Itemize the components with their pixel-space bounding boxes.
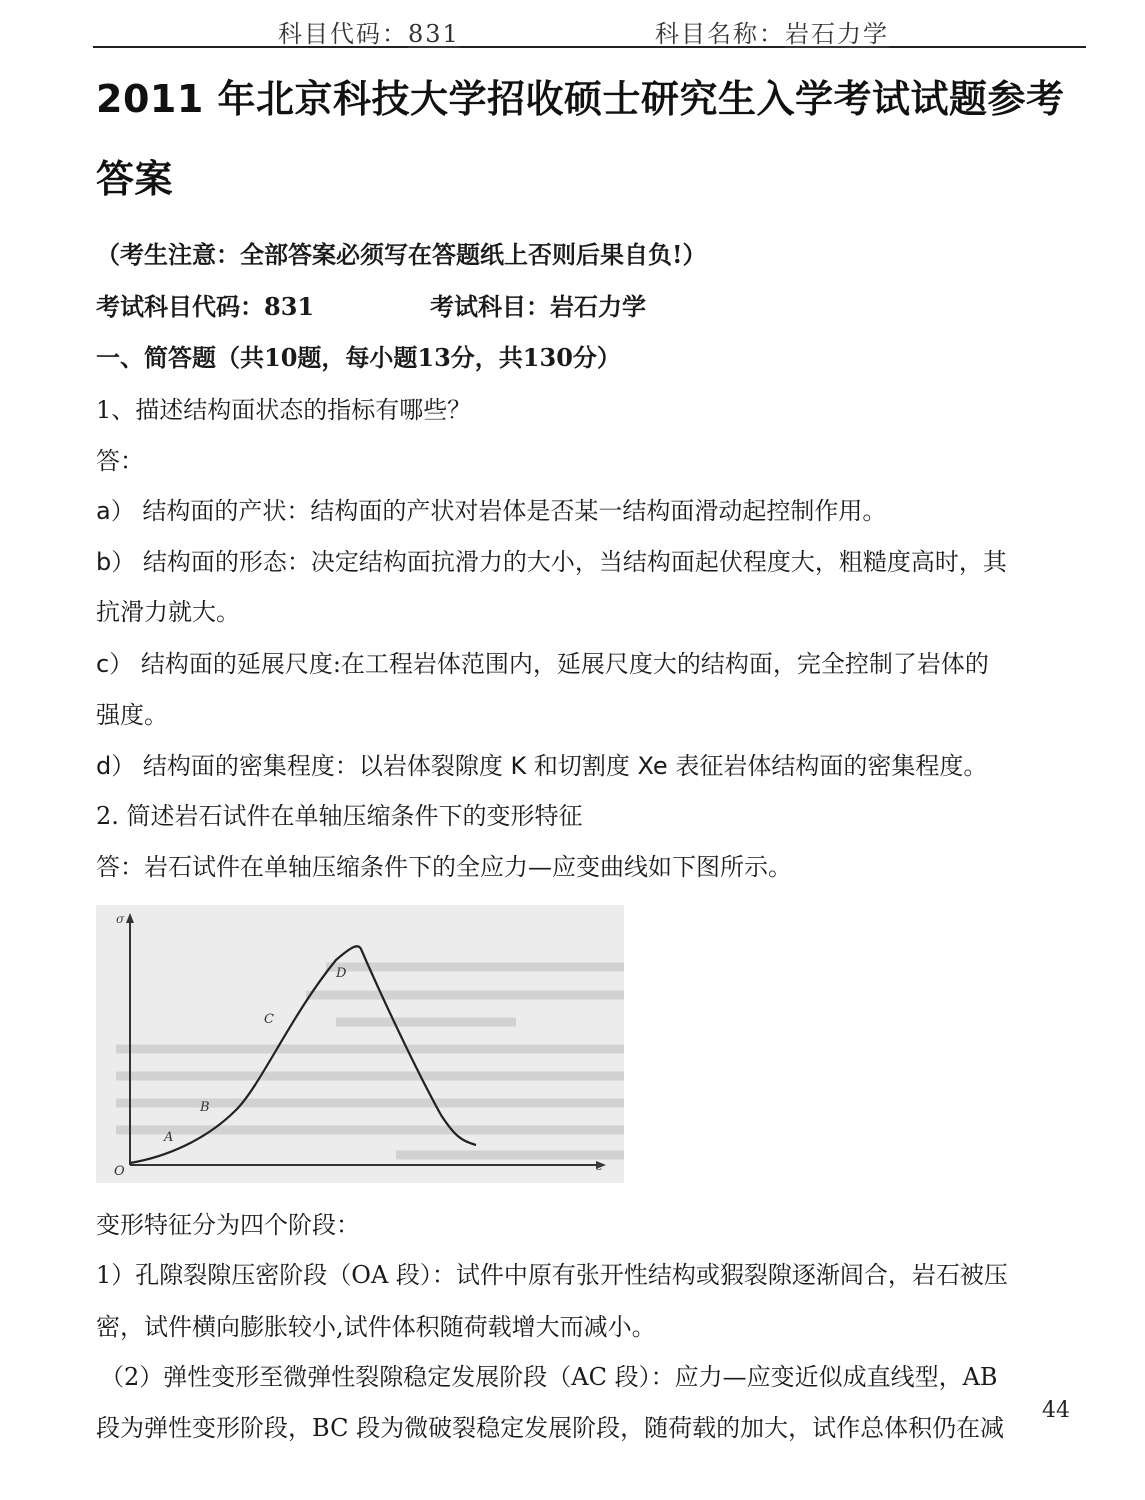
question-2: 2. 简述岩石试件在单轴压缩条件下的变形特征 bbox=[96, 802, 583, 830]
exam-subject-code: 考试科目代码：831 bbox=[96, 292, 315, 321]
page-header bbox=[93, 12, 1086, 48]
answer-item-c-cont: 强度。 bbox=[96, 701, 168, 729]
item-prefix: d） bbox=[96, 752, 136, 780]
answer-item-b-cont: 抗滑力就大。 bbox=[96, 598, 240, 626]
stress-strain-diagram bbox=[96, 905, 624, 1183]
item-text: 结构面的密集程度：以岩体裂隙度 bbox=[142, 752, 503, 780]
subject-code bbox=[278, 14, 460, 49]
point-label-a: A bbox=[164, 1130, 174, 1145]
subject-name-value: 岩石力学 bbox=[785, 20, 889, 48]
item-text: 结构面的形态：决定结构面抗滑力的大小，当结构面起伏程度大，粗糙度高时，其 bbox=[142, 548, 1007, 576]
subject-code-value: 831 bbox=[408, 20, 460, 48]
section-heading: 一、简答题（共10题，每小题13分，共130分） bbox=[96, 343, 621, 372]
y-axis-arrow bbox=[126, 913, 134, 923]
answer-label: 答： bbox=[96, 447, 144, 475]
answer-item-c bbox=[96, 649, 1086, 679]
item-prefix: a） bbox=[96, 497, 135, 525]
subject-code-label: 科目代码： bbox=[278, 20, 408, 48]
item-text: 结构面的产状：结构面的产状对岩体是否某一结构面滑动起控制作用。 bbox=[142, 497, 887, 525]
stages-intro: 变形特征分为四个阶段： bbox=[96, 1211, 360, 1239]
item-text: 表征岩体结构面的密集程度。 bbox=[675, 752, 988, 780]
x-axis-label: ε bbox=[596, 1159, 603, 1173]
exam-notice: （考生注意：全部答案必须写在答题纸上否则后果自负!） bbox=[96, 240, 707, 269]
exam-subject-name: 考试科目：岩石力学 bbox=[430, 292, 646, 321]
question-1: 1、描述结构面状态的指标有哪些？ bbox=[96, 396, 472, 424]
page-title-line2: 答案 bbox=[96, 157, 174, 201]
page-number: 44 bbox=[1042, 1398, 1070, 1423]
point-label-c: C bbox=[264, 1012, 274, 1027]
subject-name-label: 科目名称： bbox=[655, 20, 785, 48]
subject-name bbox=[655, 14, 889, 49]
stage-1-line2: 密，试件横向膨胀较小,试件体积随荷载增大而减小。 bbox=[96, 1313, 656, 1341]
stage-2-line2: 段为弹性变形阶段，BC 段为微破裂稳定发展阶段，随荷载的加大，试作总体积仍在减 bbox=[96, 1414, 1005, 1442]
answer-item-b bbox=[96, 547, 1086, 577]
stage-1-line1: 1）孔隙裂隙压密阶段（OA 段）：试件中原有张开性结构或猳裂隙逐渐闾合，岩石被压 bbox=[96, 1261, 1008, 1289]
point-label-b: B bbox=[200, 1100, 210, 1115]
origin-label: O bbox=[114, 1164, 125, 1179]
point-label-d: D bbox=[336, 966, 347, 981]
y-axis-label: σ bbox=[116, 912, 125, 926]
symbol-k: K bbox=[510, 752, 527, 780]
symbol-xe: Xe bbox=[637, 752, 668, 780]
answer-item-d bbox=[96, 751, 1086, 781]
item-text: 和切割度 bbox=[533, 752, 630, 780]
page-title-line1: 2011 年北京科技大学招收硕士研究生入学考试试题参考 bbox=[96, 77, 1065, 121]
answer-item-a bbox=[96, 496, 1086, 526]
background-scan-texture bbox=[116, 967, 624, 1155]
item-prefix: b） bbox=[96, 548, 136, 576]
item-prefix: c） bbox=[96, 650, 134, 678]
item-text: 结构面的延展尺度:在工程岩体范围内，延展尺度大的结构面，完全控制了岩体的 bbox=[140, 650, 989, 678]
stress-strain-figure bbox=[96, 905, 624, 1183]
stage-2-line1: （2）弹性变形至微弹性裂隙稳定发展阶段（AC 段）：应力—应变近似成直线型，AB bbox=[100, 1363, 998, 1391]
answer-2-intro: 答：岩石试件在单轴压缩条件下的全应力—应变曲线如下图所示。 bbox=[96, 853, 792, 881]
